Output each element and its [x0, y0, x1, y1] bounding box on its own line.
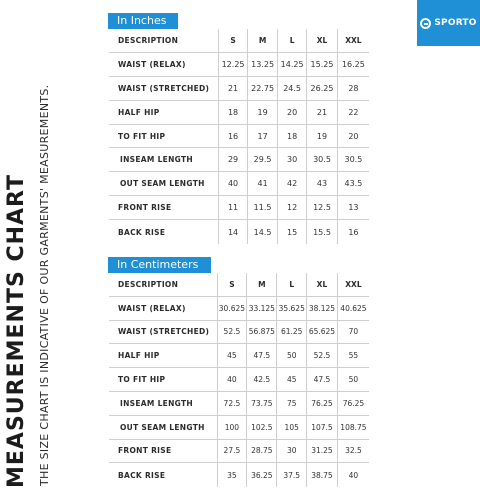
column-header-size: L: [278, 29, 307, 53]
measurement-cell: 40: [218, 368, 248, 392]
measurement-cell: 47.5: [307, 368, 338, 392]
row-label: BACK RISE: [109, 463, 218, 487]
measurement-cell: 12.25: [219, 53, 248, 77]
table-row: [109, 101, 369, 125]
measurement-cell: 33.125: [247, 297, 277, 321]
measurement-cell: 38.75: [307, 463, 338, 487]
measurement-cell: 45: [218, 344, 248, 368]
measurement-cell: 42: [278, 172, 307, 196]
table-row: [109, 125, 369, 149]
measurement-cell: 35.625: [277, 297, 307, 321]
measurement-cell: 61.25: [277, 321, 307, 345]
measurement-cell: 45: [277, 368, 307, 392]
measurement-cell: 55: [338, 344, 369, 368]
measurement-cell: 19: [307, 125, 338, 149]
measurement-cell: 13: [338, 196, 369, 220]
table-row: [109, 416, 369, 440]
measurement-cell: 41: [248, 172, 278, 196]
table-row: [109, 368, 369, 392]
chart-subtitle: THE SIZE CHART IS INDICATIVE OF OUR GARMENTS' MEASUREMENTS.: [38, 84, 51, 486]
row-label: WAIST (STRETCHED): [109, 77, 219, 101]
row-label: FRONT RISE: [109, 196, 219, 220]
row-label: WAIST (RELAX): [109, 53, 219, 77]
measurement-cell: 18: [278, 125, 307, 149]
measurement-cell: 19: [248, 101, 278, 125]
column-header-size: XL: [307, 29, 338, 53]
row-label: TO FIT HIP: [109, 368, 218, 392]
table-row: [109, 148, 369, 172]
measurement-cell: 105: [277, 416, 307, 440]
measurement-cell: 32.5: [338, 440, 369, 464]
measurement-cell: 29.5: [248, 148, 278, 172]
measurement-cell: 73.75: [247, 392, 277, 416]
measurement-cell: 43.5: [338, 172, 369, 196]
row-label: BACK RISE: [109, 220, 219, 244]
table-row: [109, 53, 369, 77]
inches-section-label: In Inches: [108, 13, 178, 29]
column-header-size: M: [248, 29, 278, 53]
measurement-cell: 30.5: [307, 148, 338, 172]
column-header-description: DESCRIPTION: [109, 273, 218, 297]
measurement-cell: 100: [218, 416, 248, 440]
measurement-cell: 11.5: [248, 196, 278, 220]
table-row: [109, 196, 369, 220]
measurement-cell: 37.5: [277, 463, 307, 487]
table-row: [109, 297, 369, 321]
measurement-cell: 52.5: [218, 321, 248, 345]
column-header-size: XXL: [338, 273, 369, 297]
measurement-cell: 31.25: [307, 440, 338, 464]
column-header-size: M: [247, 273, 277, 297]
measurement-cell: 14.25: [278, 53, 307, 77]
row-label: WAIST (STRETCHED): [109, 321, 218, 345]
measurement-cell: 42.5: [247, 368, 277, 392]
row-label: OUT SEAM LENGTH: [109, 416, 218, 440]
measurement-cell: 36.25: [247, 463, 277, 487]
measurement-cell: 28.75: [247, 440, 277, 464]
measurement-cell: 40: [348, 470, 359, 480]
table-header-row: [109, 29, 369, 53]
row-label: OUT SEAM LENGTH: [109, 172, 219, 196]
measurement-cell: 11: [219, 196, 248, 220]
measurement-cell: 76.25: [307, 392, 338, 416]
row-label: TO FIT HIP: [109, 125, 219, 149]
measurement-cell: 15: [278, 220, 307, 244]
sporto-logo-icon: [420, 18, 431, 29]
measurement-cell: 108.75: [338, 416, 369, 440]
measurement-cell: 16: [348, 227, 359, 237]
table-row: [109, 463, 369, 487]
measurement-cell: 50: [338, 368, 369, 392]
table-header-row: [109, 273, 369, 297]
measurement-cell: 30: [278, 148, 307, 172]
measurement-cell: 38.125: [307, 297, 338, 321]
measurement-cell: 12: [278, 196, 307, 220]
row-label: HALF HIP: [109, 101, 219, 125]
column-header-size: XL: [307, 273, 338, 297]
table-row: [109, 321, 369, 345]
measurement-cell: 35: [218, 463, 248, 487]
measurement-cell: 15.25: [307, 53, 338, 77]
table-row: [109, 172, 369, 196]
centimeters-section-label: In Centimeters: [108, 257, 211, 273]
measurement-cell: 43: [307, 172, 338, 196]
table-row: [109, 77, 369, 101]
row-label: INSEAM LENGTH: [109, 148, 219, 172]
column-header-size: XXL: [338, 29, 369, 53]
measurement-cell: 21: [307, 101, 338, 125]
measurement-cell: 52.5: [307, 344, 338, 368]
measurement-cell: 16: [219, 125, 248, 149]
measurement-cell: 29: [219, 148, 248, 172]
measurement-cell: 14.5: [248, 220, 278, 244]
table-row: [109, 440, 369, 464]
column-header-size: S: [219, 29, 248, 53]
measurement-cell: 17: [248, 125, 278, 149]
measurement-cell: 75: [277, 392, 307, 416]
measurement-cell: 21: [219, 77, 248, 101]
column-header-description: DESCRIPTION: [109, 29, 219, 53]
row-label: WAIST (RELAX): [109, 297, 218, 321]
row-label: FRONT RISE: [109, 440, 218, 464]
brand-name: SPORTO: [434, 18, 477, 28]
measurement-cell: 24.5: [278, 77, 307, 101]
measurement-cell: 56.875: [247, 321, 277, 345]
measurement-cell: 18: [219, 101, 248, 125]
measurement-cell: 40: [219, 172, 248, 196]
column-header-size: S: [218, 273, 248, 297]
table-row: [109, 392, 369, 416]
measurement-cell: 70: [338, 321, 369, 345]
measurement-cell: 47.5: [247, 344, 277, 368]
measurement-cell: 102.5: [247, 416, 277, 440]
column-header-size: L: [277, 273, 307, 297]
measurement-cell: 50: [277, 344, 307, 368]
measurement-cell: 22: [338, 101, 369, 125]
measurement-cell: 30.625: [218, 297, 248, 321]
measurement-cell: 20: [338, 125, 369, 149]
measurement-cell: 12.5: [307, 196, 338, 220]
table-row: [109, 220, 369, 244]
measurement-cell: 27.5: [218, 440, 248, 464]
measurement-cell: 16.25: [338, 53, 369, 77]
measurement-cell: 30: [277, 440, 307, 464]
table-row: [109, 344, 369, 368]
measurement-cell: 20: [278, 101, 307, 125]
chart-title: MEASUREMENTS CHART: [4, 173, 29, 488]
brand-logo: [417, 0, 480, 46]
measurement-cell: 15.5: [307, 220, 338, 244]
measurement-cell: 40.625: [338, 297, 369, 321]
inches-table: [109, 29, 369, 244]
measurement-cell: 26.25: [307, 77, 338, 101]
row-label: INSEAM LENGTH: [109, 392, 218, 416]
row-label: HALF HIP: [109, 344, 218, 368]
measurement-cell: 28: [338, 77, 369, 101]
measurement-cell: 76.25: [338, 392, 369, 416]
measurement-cell: 30.5: [338, 148, 369, 172]
measurement-cell: 107.5: [307, 416, 338, 440]
measurement-cell: 14: [219, 220, 248, 244]
measurement-cell: 65.625: [307, 321, 338, 345]
measurement-cell: 22.75: [248, 77, 278, 101]
measurement-cell: 72.5: [218, 392, 248, 416]
measurement-cell: 13.25: [248, 53, 278, 77]
centimeters-table: [109, 273, 369, 487]
